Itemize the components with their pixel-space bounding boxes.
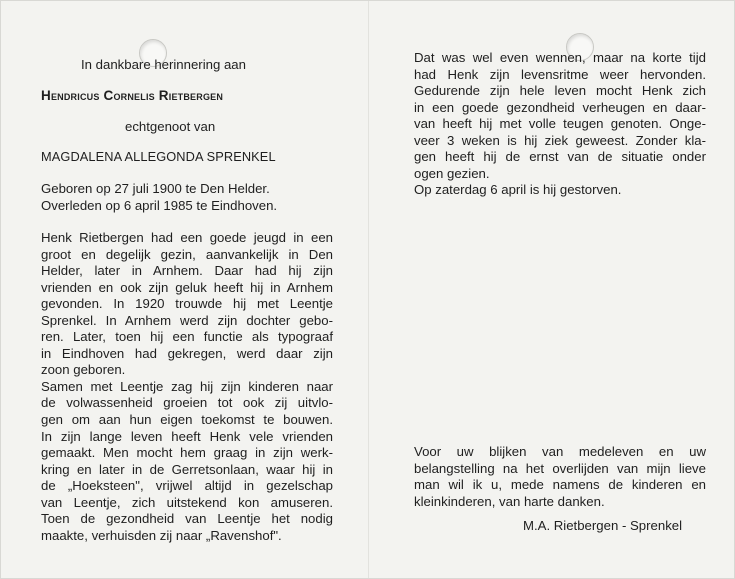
bio-line: groot en degelijk gezin, aanvankelijk in Den: [41, 246, 333, 262]
life-dates: [41, 181, 277, 214]
continuation-line: ogen gezien.: [414, 165, 490, 181]
bio-line: zoon geboren.: [41, 362, 126, 378]
bio-line: gen om aan hun eigen toekomst te bouwen.: [41, 412, 333, 428]
bio-line: van Leentje, zich uitstekend kon amuseren.: [41, 494, 333, 510]
deceased-name: Hendricus Cornelis Rietbergen: [41, 88, 224, 103]
thanks-line: kleinkinderen, van harte danken.: [414, 493, 605, 509]
thanks-message: [414, 444, 706, 510]
bio-line: de „Hoeksteen", vrijwel altijd in gezelschap: [41, 478, 333, 494]
death-line: Overleden op 6 april 1985 te Eindhoven.: [41, 197, 278, 213]
right-page: [369, 1, 735, 579]
continuation-line: Gedurende zijn hele leven mocht Henk zich: [414, 83, 706, 99]
bio-line: maakte, verhuisden zij naar „Ravenshof".: [41, 527, 282, 543]
bio-line: gemaakt. Men mocht hem graag in zijn werk-: [41, 445, 333, 461]
bio-line: Toen de gezondheid van Leentje het nodig: [41, 511, 333, 527]
bio-line: ren. Later, toen hij een functie als typograaf: [41, 329, 333, 345]
thanks-line: Voor uw blijken van medeleven en uw: [414, 444, 706, 459]
continuation-line: van heeft hij met volle teugen genoten. Onge-: [414, 116, 706, 132]
continuation-line: gen heeft hij de ernst van de situatie onder: [414, 149, 706, 165]
bio-line: Samen met Leentje zag hij zijn kinderen naar: [41, 378, 333, 394]
bio-line: gevonden. In 1920 trouwde hij met Leentje: [41, 296, 333, 312]
continuation-line: had Henk zijn levensritme weer hervonden.: [414, 66, 706, 82]
spouse-label: echtgenoot van: [125, 119, 216, 134]
left-page: [1, 1, 368, 579]
biography: [41, 230, 333, 544]
continuation-line: veer 3 weken is hij ziek geweest. Zonder kla-: [414, 132, 706, 148]
bio-line: Henk Rietbergen had een goede jeugd in een: [41, 230, 333, 245]
birth-line: Geboren op 27 juli 1900 te Den Helder.: [41, 181, 270, 196]
continuation-line: in een goede gezondheid verheugen en daar-: [414, 99, 706, 115]
bio-line: In zijn lange leven heeft Henk vele vrienden: [41, 428, 333, 444]
bio-line: in Eindhoven had gekregen, werd daar zijn: [41, 345, 333, 361]
thanks-line: man wil ik u, mede namens de kinderen en: [414, 477, 706, 493]
bio-line: Sprenkel. In Arnhem werd zijn dochter gebo-: [41, 312, 333, 328]
signature: M.A. Rietbergen - Sprenkel: [523, 518, 683, 533]
bio-line: de volwassenheid groeien tot ook zij uitvlo-: [41, 395, 333, 411]
intro-text: In dankbare herinnering aan: [81, 57, 246, 72]
continuation-line: Dat was wel even wennen, maar na korte tijd: [414, 50, 706, 65]
thanks-line: belangstelling na het overlijden van mijn lieve: [414, 460, 706, 476]
bio-line: vrienden en ook zijn geluk heeft hij in Arnhem: [41, 279, 333, 295]
bio-line: kring en later in de Gerretsonlaan, waar hij in: [41, 461, 333, 477]
spouse-name: MAGDALENA ALLEGONDA SPRENKEL: [41, 149, 276, 164]
continuation-line: Op zaterdag 6 april is hij gestorven.: [414, 182, 622, 198]
biography-continued: [414, 50, 706, 199]
bio-line: Helder, later in Arnhem. Daar had hij zijn: [41, 263, 333, 279]
